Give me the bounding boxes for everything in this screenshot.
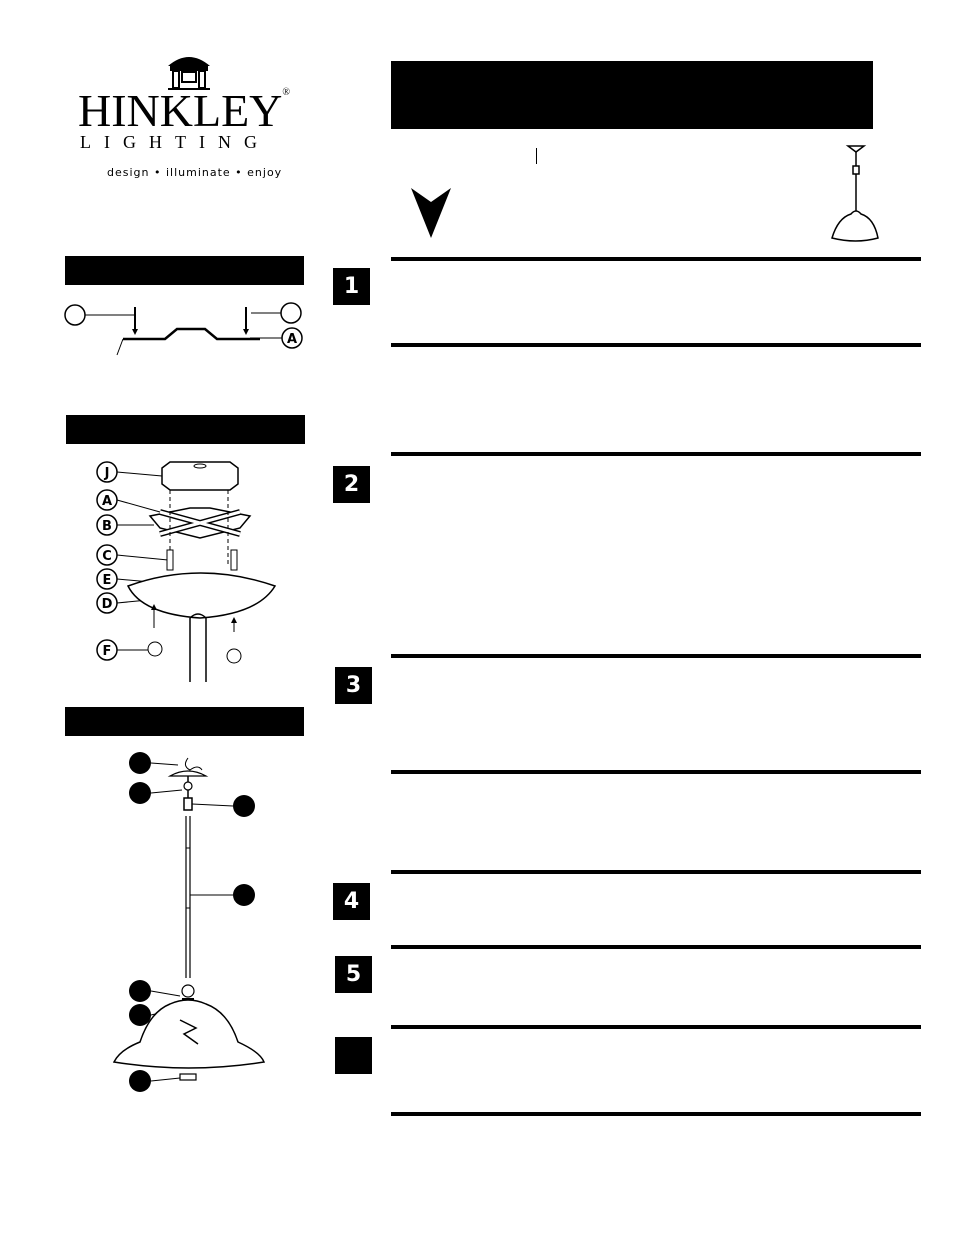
callout — [65, 305, 85, 325]
step-number: 5 — [335, 956, 372, 993]
svg-text:A: A — [101, 494, 113, 509]
callout — [281, 303, 301, 323]
callout — [129, 752, 151, 774]
step-number: 2 — [333, 466, 370, 503]
section-bar-mounting — [65, 256, 304, 285]
callout — [233, 884, 255, 906]
step-rule — [391, 452, 921, 456]
step-number — [335, 1037, 372, 1074]
callout — [282, 328, 302, 348]
pendant-lamp-icon — [826, 140, 886, 245]
separator-rule — [536, 148, 537, 164]
step-rule — [391, 770, 921, 774]
section-bar-assembly — [66, 415, 305, 444]
section-bar-fixture — [65, 707, 304, 736]
step-rule — [391, 1112, 921, 1116]
callout-a — [97, 490, 117, 510]
step-number: 1 — [333, 268, 370, 305]
house-logo-icon — [160, 46, 218, 90]
pendant-fixture-diagram — [110, 748, 280, 1098]
brand-logo — [60, 40, 320, 190]
callout-d — [97, 593, 117, 613]
svg-text:D: D — [101, 597, 113, 612]
canopy-assembly-diagram — [90, 456, 290, 686]
callout — [129, 782, 151, 804]
step-rule — [391, 654, 921, 658]
callout-e — [97, 569, 117, 589]
step-rule — [391, 257, 921, 261]
brand-sub: LIGHTING — [80, 132, 270, 152]
step-rule — [391, 343, 921, 347]
callout — [129, 1004, 151, 1026]
callout — [129, 1070, 151, 1092]
down-arrow-icon — [411, 188, 451, 238]
callout-b — [97, 515, 117, 535]
svg-text:B: B — [102, 519, 112, 534]
svg-text:E: E — [102, 573, 112, 588]
svg-text:A: A — [286, 332, 298, 347]
mounting-strap-diagram — [55, 295, 315, 365]
svg-text:J: J — [104, 466, 110, 481]
callout-c — [97, 545, 117, 565]
step-rule — [391, 1025, 921, 1029]
step-rule — [391, 945, 921, 949]
title-bar — [391, 61, 873, 129]
callout — [233, 795, 255, 817]
callout-j — [97, 462, 117, 482]
svg-text:F: F — [102, 644, 112, 659]
callout-f — [97, 640, 117, 660]
callout — [129, 980, 151, 1002]
brand-name: HINKLEY® — [78, 85, 291, 136]
step-number: 4 — [333, 883, 370, 920]
svg-text:C: C — [102, 549, 112, 564]
step-rule — [391, 870, 921, 874]
brand-tagline: design • illuminate • enjoy — [107, 166, 283, 179]
step-number: 3 — [335, 667, 372, 704]
registered-mark: ® — [282, 87, 291, 98]
